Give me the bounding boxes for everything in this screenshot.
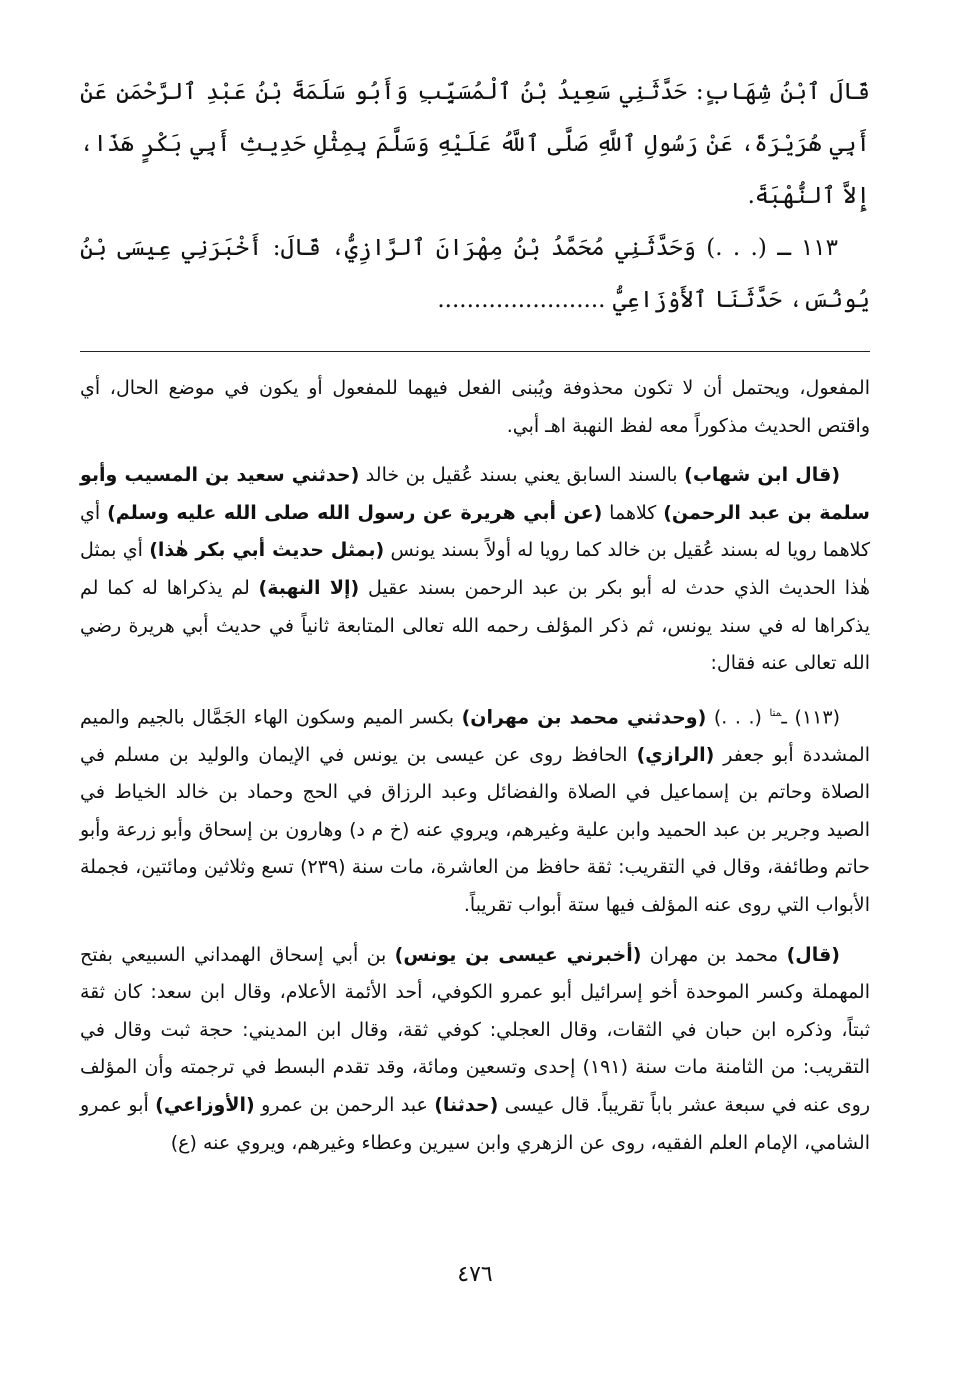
hadith-number: (١١٣) ـ — [781, 706, 840, 729]
commentary-text: الحافظ روى عن عيسى بن يونس في الإيمان والوليد بن مسلم في الصلاة وحاتم بن إسماعيل في الصلاة والفضائل وعبد الرزاق في الحج وحماد بن خالد الخياط في الصيد وجرير بن عبد الحميد وابن علية وغيرهم، ويروي عنه (خ م د) وهارون بن إسحاق وأبو زرعة وأبو حاتم وطائفة، وقال في التقريب: ثقة حافظ من العاشرة، مات سنة (٢٣٩) تسع وثلاثين ومائتين، فجملة الأبواب التي روى عنه المؤلف فيها ستة أبواب تقريباً. — [80, 743, 870, 917]
commentary-text: محمد بن مهران — [641, 943, 787, 966]
commentary-paragraph: المفعول، ويحتمل أن لا تكون محذوفة ويُبنى الفعل فيهما للمفعول أو يكون في موضع الحال، أي واقتص الحديث مذكوراً معه لفظ النهبة اهـ أبي. — [80, 377, 870, 437]
commentary-text: كلاهما — [602, 501, 664, 524]
quoted-phrase: (وحدثني محمد بن مهران) — [461, 706, 707, 729]
commentary-text: عبد الرحمن بن عمرو — [254, 1094, 435, 1117]
commentary-text: لم يذكراها له كما لم يذكراها له في سند يونس، ثم ذكر المؤلف رحمه الله تعالى المتابعة ثانياً في حديث أبي هريرة رضي الله تعالى عنه فقال: — [80, 576, 870, 675]
quoted-phrase: (عن أبي هريرة عن رسول الله صلى الله عليه وسلم) — [107, 501, 603, 524]
commentary-paragraph — [80, 457, 870, 683]
commentary-paragraph-113 — [80, 695, 870, 925]
page-number: ٤٧٦ — [457, 1262, 493, 1287]
commentary-text: أبو عمرو الشامي، الإمام العلم الفقيه، روى عن الزهري وابن سيرين وعطاء وغيرهم، ويروي عنه (ع) — [80, 1094, 870, 1154]
footnote-divider — [80, 351, 870, 352]
mutaba-marker: متا — [769, 707, 782, 719]
quoted-phrase: (إلا النهبة) — [258, 576, 360, 599]
hadith-paragraph-113: ١١٣ ـ (. . .) وَحَدَّثَنِي مُحَمَّدُ بْنُ مِهْرَانَ ٱلرَّازِيُّ، قَالَ: أَخْبَرَنِي عِيسَى بْنُ يُونُسَ، حَدَّثَنَا ٱلأَوْزَاعِيُّ ....................... — [80, 235, 870, 313]
quoted-phrase: (حدثنا) — [434, 1094, 499, 1117]
commentary-text: أي بمثل هٰذا الحديث الذي حدث له أبو بكر بن عبد الرحمن بسند عقيل — [80, 539, 870, 599]
quoted-phrase: (بمثل حديث أبي بكر هٰذا) — [149, 539, 385, 562]
commentary-text: (. . .) — [706, 706, 770, 729]
quoted-phrase: (حدثني سعيد بن المسيب وأبو سلمة بن عبد الرحمن) — [80, 464, 870, 524]
commentary-text: أي كلاهما رويا له بسند عُقيل بن خالد كما رويا له أولاً بسند يونس — [80, 501, 871, 562]
quoted-phrase: (قال ابن شهاب) — [684, 464, 840, 487]
book-page — [80, 66, 870, 1346]
commentary — [80, 370, 870, 1162]
quoted-phrase: (الرازي) — [636, 743, 715, 766]
quoted-phrase: (قال) — [786, 943, 840, 966]
commentary-text: بالسند السابق يعني بسند عُقيل بن خالد — [359, 464, 685, 487]
commentary-text: بكسر الميم وسكون الهاء الجَمَّال بالجيم والميم المشددة أبو جعفر — [80, 706, 870, 766]
commentary-text: بن أبي إسحاق الهمداني السبيعي بفتح المهملة وكسر الموحدة أخو إسرائيل أبو عمرو الكوفي، أحد الأئمة الأعلام، وقال ابن سعد: كان ثقة ثبتاً، وذكره ابن حبان في الثقات، وقال العجلي: كوفي ثقة، وقال ابن المديني: حجة ثبت وقال في التقريب: من الثامنة مات سنة (١٩١) إحدى وتسعين ومائة، وقد تقدم البسط في ترجمته وأن المؤلف روى عنه في سبعة عشر باباً تقريباً. قال عيسى — [80, 943, 871, 1117]
quoted-phrase: (الأوزاعي) — [155, 1094, 255, 1117]
hadith-paragraph: قَالَ ٱبْنُ شِهَابٍ: حَدَّثَنِي سَعِيدُ بْنُ ٱلْمُسَيِّبِ وَأَبُو سَلَمَةَ بْنُ عَبْدِ ٱلرَّحْمَنِ عَنْ أَبِي هُرَيْرَةَ، عَنْ رَسُولِ ٱللَّهِ صَلَّى ٱللَّهُ عَلَيْهِ وَسَلَّمَ بِمِثْلِ حَدِيثِ أَبِي بَكْرٍ هَذَا، إِلاَّ ٱلنُّهْبَةَ. — [80, 79, 870, 209]
hadith-text — [80, 66, 870, 326]
quoted-phrase: (أخبرني عيسى بن يونس) — [394, 943, 642, 966]
commentary-paragraph — [80, 937, 870, 1163]
